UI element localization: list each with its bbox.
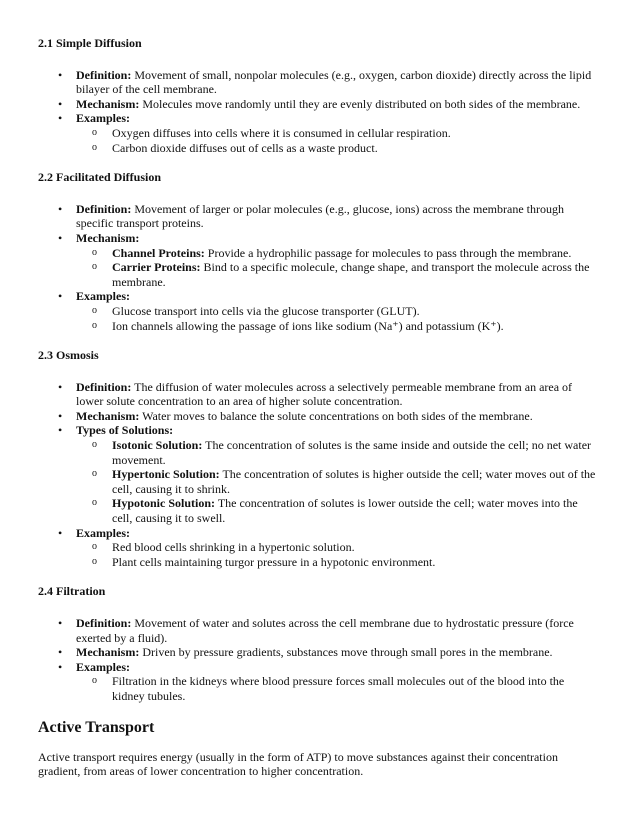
sub-item — [76, 126, 598, 141]
sub-list — [76, 674, 598, 703]
sub-item — [76, 674, 598, 703]
item-label: Mechanism: — [76, 645, 140, 660]
section-filtration — [38, 584, 598, 703]
bullet-list — [38, 68, 598, 156]
list-item — [38, 409, 598, 424]
sub-item-label: Isotonic Solution: — [112, 438, 203, 453]
sub-item-text: Carbon dioxide diffuses out of cells as a waste product. — [112, 140, 378, 155]
sub-item — [76, 260, 598, 289]
sub-item-text: The concentration of solutes is higher outside the cell; water moves out of the cell, causing it to shrink. — [112, 467, 596, 496]
item-text: Water moves to balance the solute concentrations on both sides of the membrane. — [139, 408, 533, 423]
item-text: Driven by pressure gradients, substances move through small pores in the membrane. — [139, 645, 553, 660]
item-label: Examples: — [76, 525, 130, 540]
sub-list — [76, 540, 598, 569]
bullet-list — [38, 616, 598, 704]
list-item — [38, 645, 598, 660]
sub-item-text: Red blood cells shrinking in a hypertonic solution. — [112, 540, 355, 555]
section-facilitated-diffusion — [38, 170, 598, 333]
sub-item-text: Plant cells maintaining turgor pressure in a hypotonic environment. — [112, 554, 436, 569]
item-label: Examples: — [76, 111, 130, 126]
sub-item-text: Glucose transport into cells via the glucose transporter (GLUT). — [112, 303, 420, 318]
sub-item — [76, 467, 598, 496]
sub-list — [76, 246, 598, 290]
active-transport-heading: Active Transport — [38, 718, 155, 736]
section-heading: 2.4 Filtration — [38, 584, 106, 599]
sub-item-label: Hypertonic Solution: — [112, 467, 220, 482]
list-item — [38, 111, 598, 155]
item-label: Definition: — [76, 201, 132, 216]
section-simple-diffusion — [38, 36, 598, 155]
sub-item-text: Filtration in the kidneys where blood pressure forces small molecules out of the blood into the kidney tubules. — [112, 674, 565, 703]
sub-item-label: Hypotonic Solution: — [112, 496, 216, 511]
sub-item-text: Ion channels allowing the passage of ions like sodium (Na⁺) and potassium (K⁺). — [112, 318, 504, 333]
sub-item-text: Bind to a specific molecule, change shape, and transport the molecule across the membrane. — [112, 260, 590, 289]
sub-item-label: Channel Proteins: — [112, 245, 205, 260]
item-text: The diffusion of water molecules across a selectively permeable membrane from an area of lower solute concentration to an area of higher solute concentration. — [76, 379, 573, 409]
item-text: Movement of larger or polar molecules (e.g., glucose, ions) across the membrane through specific transport proteins. — [76, 201, 564, 231]
section-osmosis — [38, 348, 598, 569]
bullet-list — [38, 380, 598, 570]
item-label: Mechanism: — [76, 230, 140, 245]
sub-item — [76, 496, 598, 525]
sub-item — [76, 540, 598, 555]
sub-list — [76, 438, 598, 526]
list-item — [38, 423, 598, 525]
sub-list — [76, 126, 598, 155]
item-label: Mechanism: — [76, 408, 140, 423]
sub-item-label: Carrier Proteins: — [112, 260, 201, 275]
section-heading: 2.1 Simple Diffusion — [38, 36, 142, 50]
sub-item-text: Oxygen diffuses into cells where it is consumed in cellular respiration. — [112, 125, 451, 140]
list-item — [38, 97, 598, 112]
list-item — [38, 380, 598, 409]
item-text: Movement of small, nonpolar molecules (e.g., oxygen, carbon dioxide) directly across the lipid bilayer of the cell membrane. — [76, 67, 592, 97]
section-heading: 2.3 Osmosis — [38, 348, 99, 363]
section-active-transport — [38, 718, 598, 779]
sub-item — [76, 555, 598, 570]
list-item — [38, 202, 598, 231]
item-text: Molecules move randomly until they are evenly distributed on both sides of the membrane. — [139, 96, 581, 111]
sub-item — [76, 304, 598, 319]
sub-item-text: The concentration of solutes is the same inside and outside the cell; no net water movement. — [112, 438, 592, 467]
list-item — [38, 68, 598, 97]
sub-item — [76, 319, 598, 334]
active-transport-paragraph: Active transport requires energy (usually in the form of ATP) to move substances against their concentration gradient, from areas of lower concentration to higher concentration. — [38, 749, 558, 779]
sub-item-text: Provide a hydrophilic passage for molecules to pass through the membrane. — [204, 245, 572, 260]
list-item — [38, 231, 598, 289]
item-label: Definition: — [76, 616, 132, 630]
sub-item-text: The concentration of solutes is lower outside the cell; water moves into the cell, causing it to swell. — [112, 496, 578, 526]
list-item — [38, 526, 598, 570]
section-heading: 2.2 Facilitated Diffusion — [38, 170, 161, 185]
list-item — [38, 660, 598, 704]
item-label: Definition: — [76, 379, 132, 394]
item-label: Examples: — [76, 659, 130, 674]
item-label: Mechanism: — [76, 96, 140, 111]
list-item — [38, 616, 598, 645]
list-item — [38, 289, 598, 333]
item-label: Definition: — [76, 67, 132, 82]
item-label: Examples: — [76, 289, 130, 304]
item-text: Movement of water and solutes across the cell membrane due to hydrostatic pressure (force exerted by a fluid). — [76, 616, 574, 645]
item-label: Types of Solutions: — [76, 423, 174, 438]
sub-list — [76, 304, 598, 333]
sub-item — [76, 438, 598, 467]
bullet-list — [38, 202, 598, 333]
sub-item — [76, 141, 598, 156]
sub-item — [76, 246, 598, 261]
